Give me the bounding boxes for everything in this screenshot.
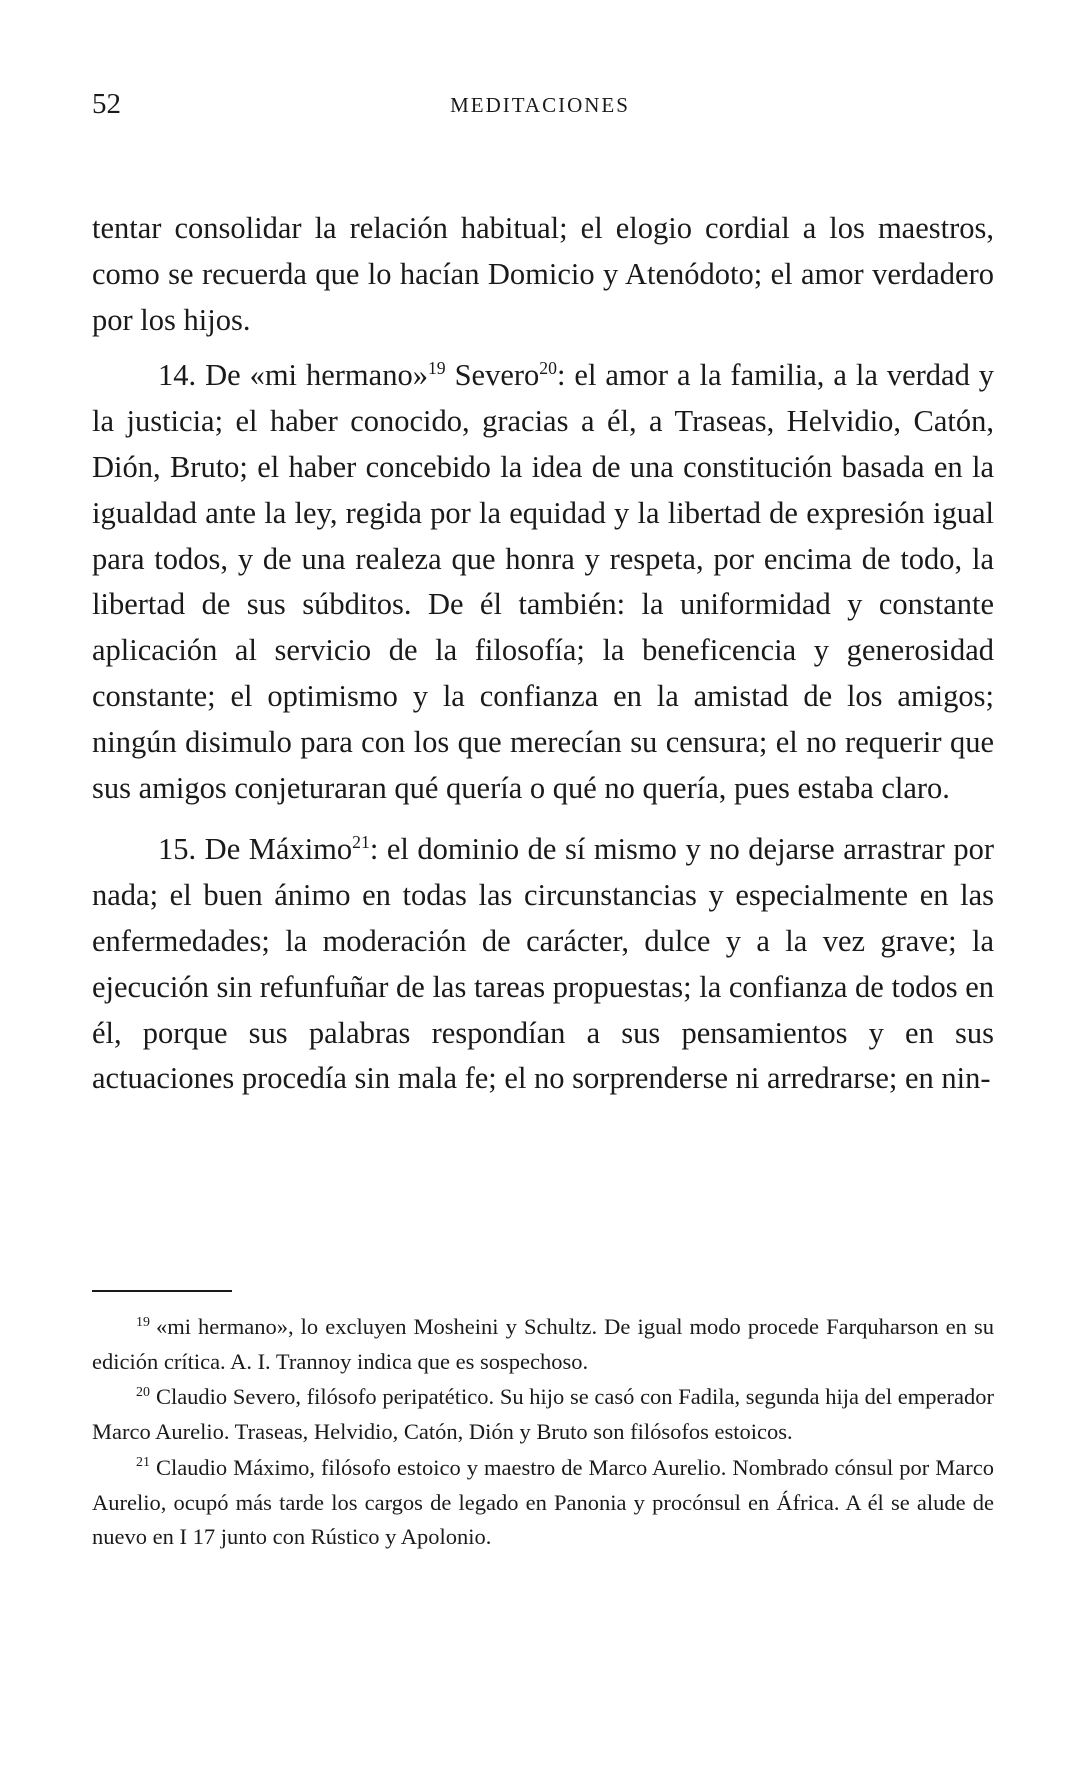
paragraph-14-name: Severo (445, 358, 540, 393)
footnote-ref-19[interactable]: 19 (427, 358, 446, 379)
paragraph-13-continuation: tentar consolidar la relación habitual; el elogio cordial a los maestros, como se recuerda que lo hacían Domicio y Atenódoto; el amor verdadero por los hijos. (92, 211, 994, 337)
paragraph-15 (92, 827, 994, 1102)
footnote-marker: 21 (136, 1455, 150, 1471)
paragraph-15-text: : el dominio de sí mismo y no dejarse arrastrar por nada; el buen ánimo en todas las circunstancias y especialmente en las enfermedades; la moderación de carácter, dulce y a la vez grave; la ejecución sin refunfuñar de las tareas propuestas; la confianza de todos en él, porque sus palabras respondían a sus pensamientos y en sus actuaciones procedía sin mala fe; el no sorprenderse ni arredrarse; en nin- (92, 832, 994, 1096)
footnote-20 (92, 1380, 994, 1449)
footnote-marker: 20 (136, 1384, 150, 1400)
footnotes (92, 1310, 994, 1556)
body-text (92, 206, 994, 1102)
footnote-ref-20[interactable]: 20 (539, 358, 557, 379)
paragraph-14-lead: 14. De «mi hermano» (158, 358, 428, 393)
footnote-divider (92, 1290, 232, 1292)
footnote-marker: 19 (136, 1314, 150, 1330)
paragraph-14 (92, 353, 994, 811)
footnote-text: Claudio Máximo, filósofo estoico y maestro de Marco Aurelio. Nombrado cónsul por Marco Aurelio, ocupó más tarde los cargos de legado en Panonia y procónsul en África. A él se alude de nuevo en I 17 junto con Rústico y Apolonio. (92, 1454, 994, 1550)
footnote-19 (92, 1310, 994, 1379)
running-head (92, 82, 988, 126)
paragraph-14-text: : el amor a la familia, a la verdad y la justicia; el haber conocido, gracias a él, a Traseas, Helvidio, Catón, Dión, Bruto; el haber concebido la idea de una constitución basada en la igualdad ante la ley, regida por la equidad y la libertad de expresión igual para todos, y de una realeza que honra y respeta, por encima de todo, la libertad de sus súbditos. De él también: la uniformidad y constante aplicación al servicio de la filosofía; la beneficencia y generosidad constante; el optimismo y la confianza en la amistad de los amigos; ningún disimulo para con los que merecían su censura; el no requerir que sus amigos conjeturaran qué quería o qué no quería, pues estaba claro. (92, 358, 995, 805)
paragraph-15-lead: 15. De Máximo (158, 832, 353, 867)
page-number: 52 (92, 88, 121, 120)
running-title: MEDITACIONES (450, 93, 630, 117)
footnote-text: «mi hermano», lo excluyen Mosheini y Schultz. De igual modo procede Farquharson en su edición crítica. A. I. Trannoy indica que es sospechoso. (92, 1314, 994, 1374)
footnote-21 (92, 1451, 994, 1555)
footnote-text: Claudio Severo, filósofo peripatético. Su hijo se casó con Fadila, segunda hija del emperador Marco Aurelio. Traseas, Helvidio, Catón, Dión y Bruto son filósofos estoicos. (92, 1384, 994, 1445)
footnote-ref-21[interactable]: 21 (352, 832, 370, 853)
